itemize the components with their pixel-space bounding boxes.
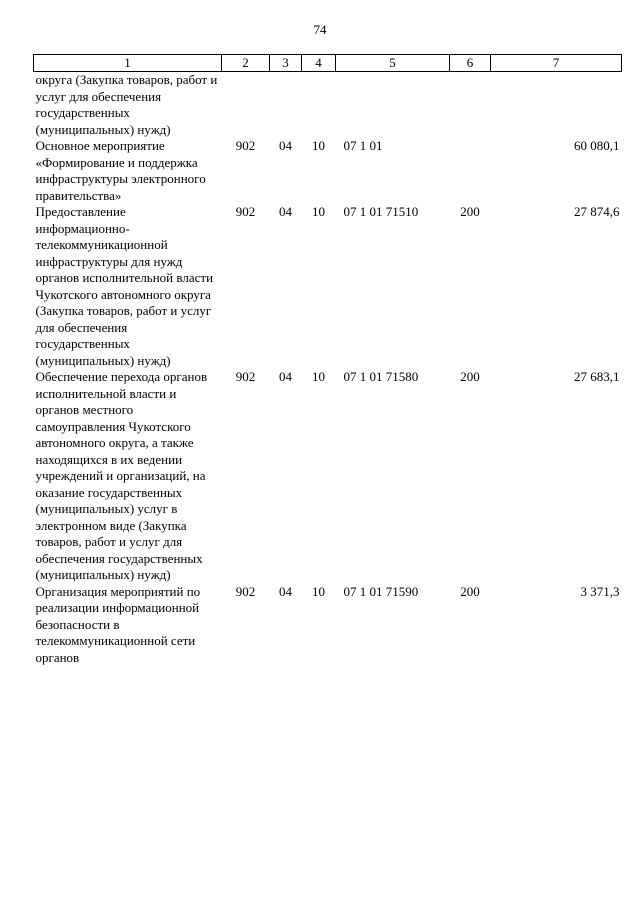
row-expense-type: 200: [460, 204, 480, 219]
row-name: Обеспечение перехода органов исполнительной власти и органов местного самоуправления Чукотского автономного округа, а также находящихся в их ведении учреждений и организаций, на оказание государственных (муниципальных) услуг в электронном виде (Закупка товаров, работ и услуг для обеспечения государственных (муниципальных) нужд): [35, 369, 208, 582]
row-name: Предоставление информационно-телекоммуникационной инфраструктуры для нужд органов исполнительной власти Чукотского автономного округа (Закупка товаров, работ и услуг для обеспечения государственных (муниципальных) нужд): [35, 204, 214, 368]
header-col-5: 5: [336, 55, 450, 72]
row-target-code: 07 1 01 71580: [343, 369, 419, 384]
row-ved: 902: [235, 204, 256, 219]
row-subsection: 10: [312, 204, 325, 219]
table-row: [34, 72, 622, 139]
row-name: округа (Закупка товаров, работ и услуг для обеспечения государственных (муниципальных) нужд): [35, 72, 218, 137]
table-row: [34, 584, 622, 667]
row-section: 04: [279, 204, 292, 219]
row-target-code: 07 1 01 71590: [343, 583, 419, 599]
row-target-code: [336, 72, 450, 139]
row-subsection: 10: [312, 138, 325, 153]
row-amount: 27 874,6: [574, 204, 620, 219]
row-expense-type: 200: [460, 369, 480, 384]
row-target-code: 07 1 01 71510: [343, 204, 419, 219]
row-section: 04: [279, 583, 292, 599]
header-col-2: 2: [222, 55, 270, 72]
table-row: [34, 204, 622, 369]
budget-table: [33, 54, 622, 666]
row-ved: 902: [235, 369, 256, 384]
table-row: [34, 369, 622, 584]
row-subsection: 10: [312, 369, 325, 384]
page-number: 74: [313, 22, 327, 37]
row-ved: 902: [235, 138, 256, 153]
row-expense-type: [450, 72, 491, 139]
row-ved: [222, 72, 270, 139]
row-name: Основное мероприятие «Формирование и поддержка инфраструктуры электронного правительства»: [35, 138, 206, 203]
header-col-3: 3: [270, 55, 302, 72]
table-row: [34, 138, 622, 204]
row-expense-type: 200: [460, 583, 480, 599]
row-section: [270, 72, 302, 139]
header-row: [34, 55, 622, 72]
row-subsection: 10: [312, 583, 325, 599]
table-header: [34, 55, 622, 72]
header-col-6: 6: [450, 55, 491, 72]
row-amount: 3 371,3: [580, 583, 620, 599]
row-name: Организация мероприятий по реализации информационной безопасности в телекоммуникационной сети органов: [35, 583, 201, 665]
row-amount: [491, 72, 622, 139]
row-target-code: 07 1 01: [343, 138, 383, 153]
row-ved: 902: [235, 583, 256, 599]
header-col-4: 4: [302, 55, 336, 72]
row-section: 04: [279, 369, 292, 384]
header-col-7: 7: [491, 55, 622, 72]
row-section: 04: [279, 138, 292, 153]
row-expense-type: [450, 138, 491, 204]
row-amount: 60 080,1: [574, 138, 620, 153]
table-body: [34, 72, 622, 667]
row-subsection: [302, 72, 336, 139]
row-amount: 27 683,1: [574, 369, 620, 384]
header-col-1: 1: [34, 55, 222, 72]
